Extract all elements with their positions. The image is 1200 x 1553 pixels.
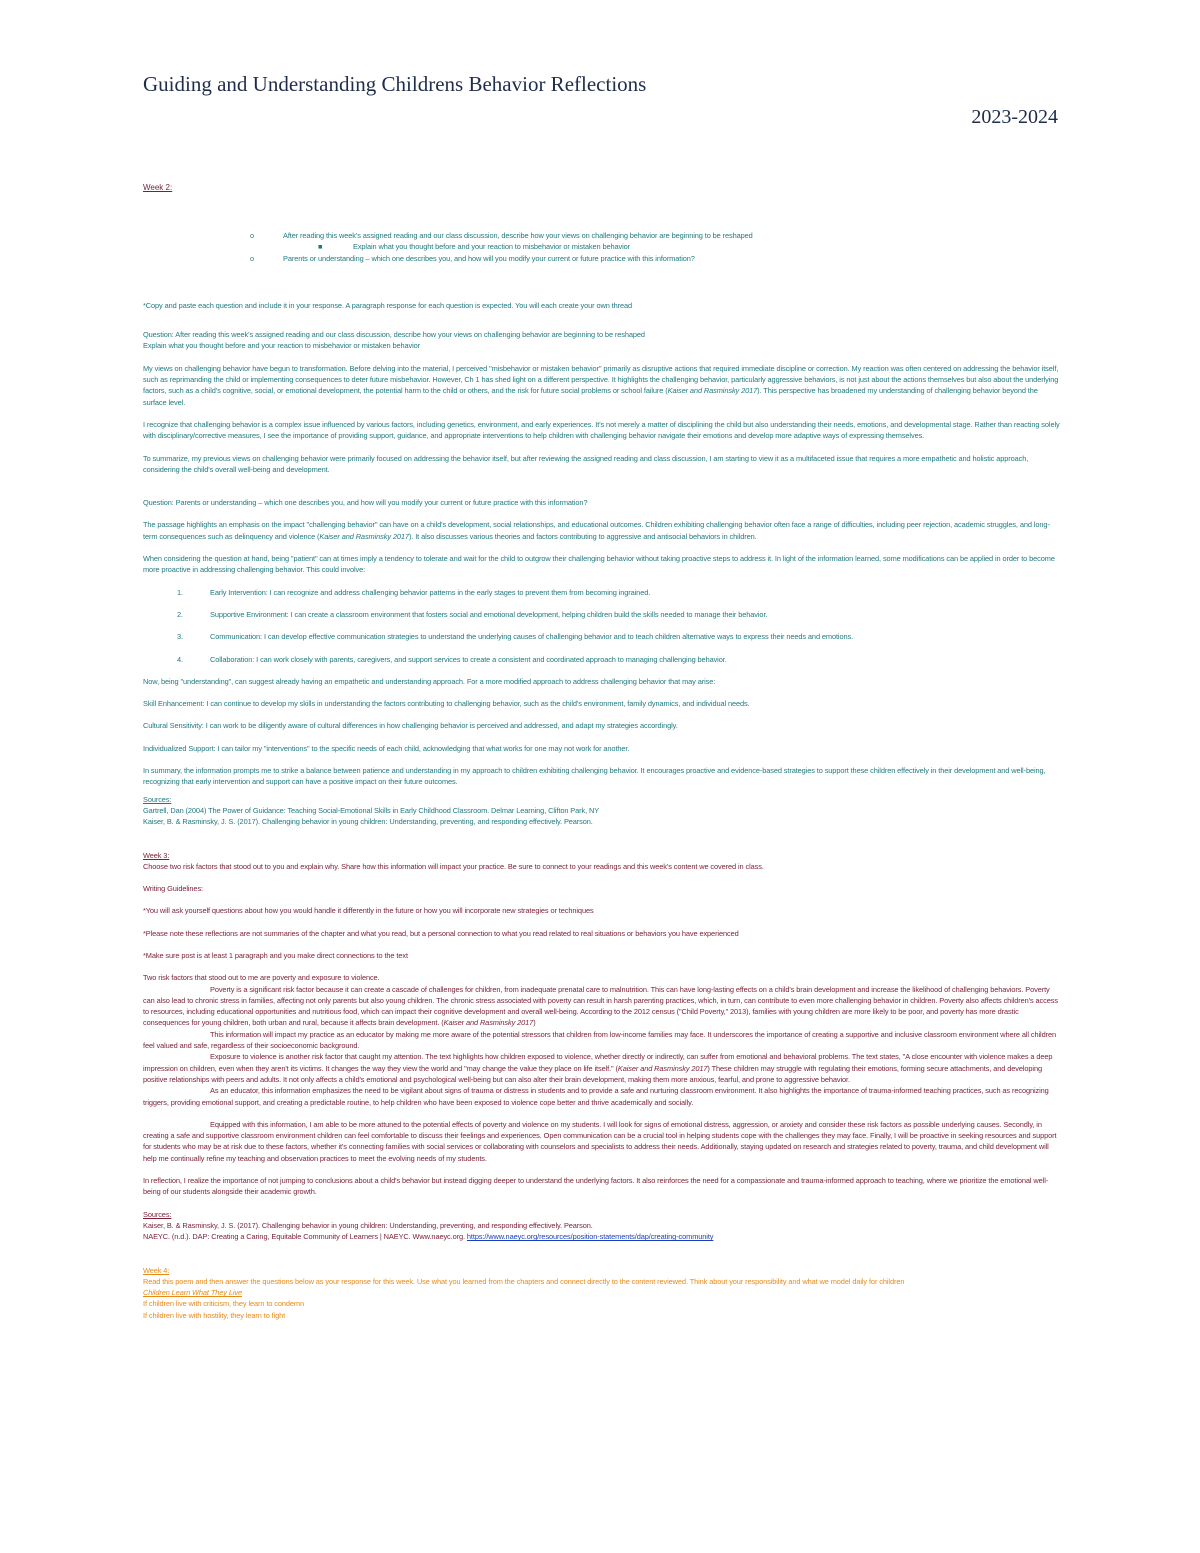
week2-list-item-1: 1. Early Intervention: I can recognize and address challenging behavior patterns in the early stages to prevent them from becoming ingrained. — [177, 587, 651, 597]
document-year: 2023-2024 — [971, 106, 1058, 128]
week2-paragraph-2: I recognize that challenging behavior is a complex issue influenced by various factors, including genetics, environment, and early experiences. It's not merely a matter of disciplining the child but also understanding their needs, emotions, and developmental stage. Rather than reacting solely with disciplinary/corrective measures, I see the importance of providing support, guidance, and appropriate interventions to help children with challenging behavior navigate their emotions and develop more adaptive ways of expressing themselves. — [143, 419, 1060, 441]
week3-paragraph-6: Equipped with this information, I am able to be more attuned to the potential effects of poverty and violence on my students. I will look for signs of emotional distress, aggression, or anxiety and consider these risk factors as possible underlying causes. Secondly, in creating a safe and supportive classroom environment children can feel comfortable to discuss their feelings and experiences. Open communication can be a crucial tool in helping students cope with the challenges they may face. Finally, I will be proactive in seeking resources and support for students who may be at risk due to these factors, whether it's connecting families with social services or collaborating with counselors and specialists to address their needs. Additionally, staying updated on research and strategies related to poverty, trauma, and child development will help me continually refine my teaching and observation practices to meet the evolving needs of my students. — [143, 1119, 1057, 1163]
week3-guidelines-title: Writing Guidelines: — [143, 884, 203, 894]
week3-sources-label: Sources: — [143, 1209, 172, 1219]
week4-intro: Read this poem and then answer the questions below as your response for this week. Use what you learned from the chapters and connect directly to the content reviewed. Think about your responsibility and what we model daily for children — [143, 1276, 905, 1286]
week2-paragraph-3: To summarize, my previous views on challenging behavior were primarily focused on addressing the behavior itself, but after reviewing the assigned reading and class discussion, I am starting to view it as a multifaceted issue that requires a more empathetic and holistic approach, considering the child's overall well-being and development. — [143, 453, 1029, 474]
week3-guideline-1: *You will ask yourself questions about how you would handle it differently in the future or how you will incorporate new strategies or techniques — [143, 906, 594, 916]
week4-heading: Week 4: — [143, 1265, 170, 1275]
week2-paragraph-7: Skill Enhancement: I can continue to develop my skills in understanding the factors contributing to challenging behavior, such as the child's environment, family dynamics, and individual needs. — [143, 699, 750, 709]
week3-paragraph-2: Poverty is a significant risk factor because it can create a cascade of challenges for children, from inadequate prenatal care to malnutrition. This can have long-lasting effects on a child's brain development and increase the likelihood of challenging behaviors. Poverty can also lead to chronic stress in families, affecting not only parents but also young children. The chronic stress associated with poverty can result in harsh parenting practices, which, in turn, can contribute to even more challenging behavior in children. Poverty also affects children's access to resources, including educational opportunities and nutritious food, which can impact their cognitive development and overall well-being. According to the 2012 census ("Child Poverty," 2013), families with young children are more likely to be poor, and poverty has more drastic consequences for young children, both urban and rural, because it affects brain development. (Kaiser and Rasminsky 2017) — [143, 984, 1058, 1028]
week2-paragraph-5: When considering the question at hand, being "patient" can at times imply a tendency to tolerate and wait for the child to outgrow their challenging behavior without taking proactive steps to address it. In light of the information learned, some modifications can be applied in order to become more proactive in addressing challenging behavior. This could involve: — [143, 554, 1055, 575]
week2-list-item-3: 3. Communication: I can develop effective communication strategies to understand the underlying causes of challenging behavior and to teach children alternative ways to express their needs and emotions. — [177, 632, 854, 642]
bullet-icon: o — [250, 253, 255, 263]
week3-guideline-2: *Please note these reflections are not summaries of the chapter and what you read, but a personal connection to what you read related to real situations or behaviors you have experienced — [143, 928, 739, 938]
week2-paragraph-9: Individualized Support: I can tailor my "interventions" to the specific needs of each child, acknowledging that what works for one may not work for another. — [143, 743, 630, 753]
week3-intro: Choose two risk factors that stood out to you and explain why. Share how this information will impact your practice. Be sure to connect to your readings and this week's content we covered in class. — [143, 861, 764, 871]
week2-list-item-2: 2. Supportive Environment: I can create a classroom environment that fosters social and emotional development, helping children build the skills needed to manage their behavior. — [177, 609, 768, 619]
week2-paragraph-1: My views on challenging behavior have begun to transformation. Before delving into the material, I perceived "misbehavior or mistaken behavior" primarily as disruptive actions that required immediate discipline or correction. My reaction was often centered on addressing the behavior itself, such as reprimanding the child or implementing consequences to deter future misbehavior. However, Ch 1 has shed light on a different perspective. It highlights the challenging behavior, particularly aggressive behaviors, is not just about the actions themselves but also about the underlying factors, such as a child's cognitive, social, or emotional development, the potential harm to the child or others, and the risk for future social problems or school failure (Kaiser and Rasminsky 2017). This perspective has broadened my understanding of challenging behavior beyond the surface level. — [143, 363, 1059, 407]
week2-bullet-2: ■ Explain what you thought before and your reaction to misbehavior or mistaken behavior — [318, 242, 631, 252]
week3-paragraph-3: This information will impact my practice as an educator by making me more aware of the potential stressors that children from low-income families may face. It underscores the importance of creating a supportive and inclusive classroom environment where all children feel valued and safe, regardless of their socioeconomic background. — [143, 1029, 1056, 1051]
bullet-icon: ■ — [318, 242, 323, 252]
week2-question-2: Question: Parents or understanding – which one describes you, and how will you modify your current or future practice with this information? — [143, 498, 588, 508]
naeyc-link[interactable]: https://www.naeyc.org/resources/position-statements/dap/creating-community — [466, 1232, 714, 1242]
week2-bullet-3: o Parents or understanding – which one describes you, and how will you modify your current or future practice with this information? — [250, 253, 695, 263]
week4-poem-line-2: If children live with hostility, they learn to fight — [143, 1310, 286, 1320]
week3-guideline-3: *Make sure post is at least 1 paragraph and you make direct connections to the text — [143, 950, 408, 960]
week2-paragraph-10: In summary, the information prompts me to strike a balance between patience and understanding in my approach to children exhibiting challenging behavior. It encourages proactive and evidence-based strategies to support these children effectively in their development and well-being, recognizing that early intervention and support can have a positive impact on their future outcomes. — [143, 766, 1046, 787]
week2-question-1a: Question: After reading this week's assigned reading and our class discussion, describe how your views on challenging behavior are beginning to be reshaped — [143, 330, 645, 340]
week2-heading: Week 2: — [143, 183, 173, 192]
week3-source-1: Kaiser, B. & Rasminsky, J. S. (2017). Challenging behavior in young children: Understanding, preventing, and responding effectively. Pearson. — [143, 1220, 593, 1230]
document-body — [143, 183, 1063, 1321]
week3-paragraph-1: Two risk factors that stood out to me are poverty and exposure to violence. — [143, 973, 380, 983]
week2-source-1: Gartrell, Dan (2004) The Power of Guidance: Teaching Social-Emotional Skills in Early Childhood Classroom. Delmar Learning, Clifton Park, NY — [143, 805, 600, 815]
week2-instruction: *Copy and paste each question and include it in your response. A paragraph response for each question is expected. You will each create your own thread — [143, 300, 633, 310]
week2-paragraph-8: Cultural Sensitivity: I can work to be diligently aware of cultural differences in how challenging behavior is perceived and addressed, and adapt my strategies accordingly. — [143, 721, 678, 731]
document-title: Guiding and Understanding Childrens Behavior Reflections — [143, 72, 647, 96]
week2-question-1b: Explain what you thought before and your reaction to misbehavior or mistaken behavior — [143, 341, 421, 351]
week2-paragraph-4: The passage highlights an emphasis on the impact "challenging behavior" can have on a child's development, social relationships, and educational outcomes. Children exhibiting challenging behavior often face a range of difficulties, including peer rejection, academic struggles, and long-term consequences such as delinquency and violence (Kaiser and Rasminsky 2017). It also discusses various theories and factors contributing to aggressive and antisocial behaviors in children. — [143, 520, 1050, 541]
bullet-icon: o — [250, 231, 255, 240]
week3-heading: Week 3: — [143, 850, 170, 860]
week3-paragraph-7: In reflection, I realize the importance of not jumping to conclusions about a child's behavior but instead digging deeper to understand the underlying factors. It also reinforces the need for a compassionate and trauma-informed approach to teaching, where we prioritize the emotional well-being of our students alongside their academic growth. — [143, 1176, 1049, 1197]
week2-list-item-4: 4. Collaboration: I can work closely with parents, caregivers, and support services to create a consistent and coordinated approach to managing challenging behavior. — [177, 654, 727, 664]
week4-poem-title: Children Learn What They Live — [143, 1288, 242, 1298]
week3-paragraph-5: As an educator, this information emphasizes the need to be vigilant about signs of trauma or distress in students and to provide a safe and nurturing classroom environment. It also highlights the importance of trauma-informed teaching practices, such as recognizing triggers, providing emotional support, and creating a predictable routine, to help children who have been exposed to violence cope better and thrive academically and socially. — [143, 1086, 1049, 1107]
week2-bullet-1: o After reading this week's assigned reading and our class discussion, describe how your views on challenging behavior are beginning to be reshaped — [250, 231, 753, 240]
week3-source-2: NAEYC. (n.d.). DAP: Creating a Caring, Equitable Community of Learners | NAEYC. Www.naeyc.org. https://www.naeyc.org/resources/position-statements/dap/creating-community — [143, 1232, 714, 1242]
week4-poem-line-1: If children live with criticism, they learn to condemn — [143, 1299, 304, 1309]
week2-sources-label: Sources: — [143, 794, 172, 804]
week2-source-2: Kaiser, B. & Rasminsky, J. S. (2017). Challenging behavior in young children: Understanding, preventing, and responding effectively. Pearson. — [143, 817, 593, 827]
week3-paragraph-4: Exposure to violence is another risk factor that caught my attention. The text highlights how children exposed to violence, whether directly or indirectly, can suffer from emotional and behavioral problems. The text states, "A close encounter with violence makes a deep impression on children, even when they aren't its victims. It changes the way they view the world and "may change the value they place on life itself." (Kaiser and Rasminsky 2017) These children may struggle with regulating their emotions, forming secure attachments, and developing positive relationships with peers and adults. It not only affects a child's emotional and psychological well-being but can also alter their brain development, making them more anxious, fearful, and prone to aggressive behavior. — [143, 1052, 1053, 1084]
week2-paragraph-6: Now, being "understanding", can suggest already having an empathetic and understanding approach. For a more modified approach to address challenging behavior that may arise: — [143, 676, 716, 686]
